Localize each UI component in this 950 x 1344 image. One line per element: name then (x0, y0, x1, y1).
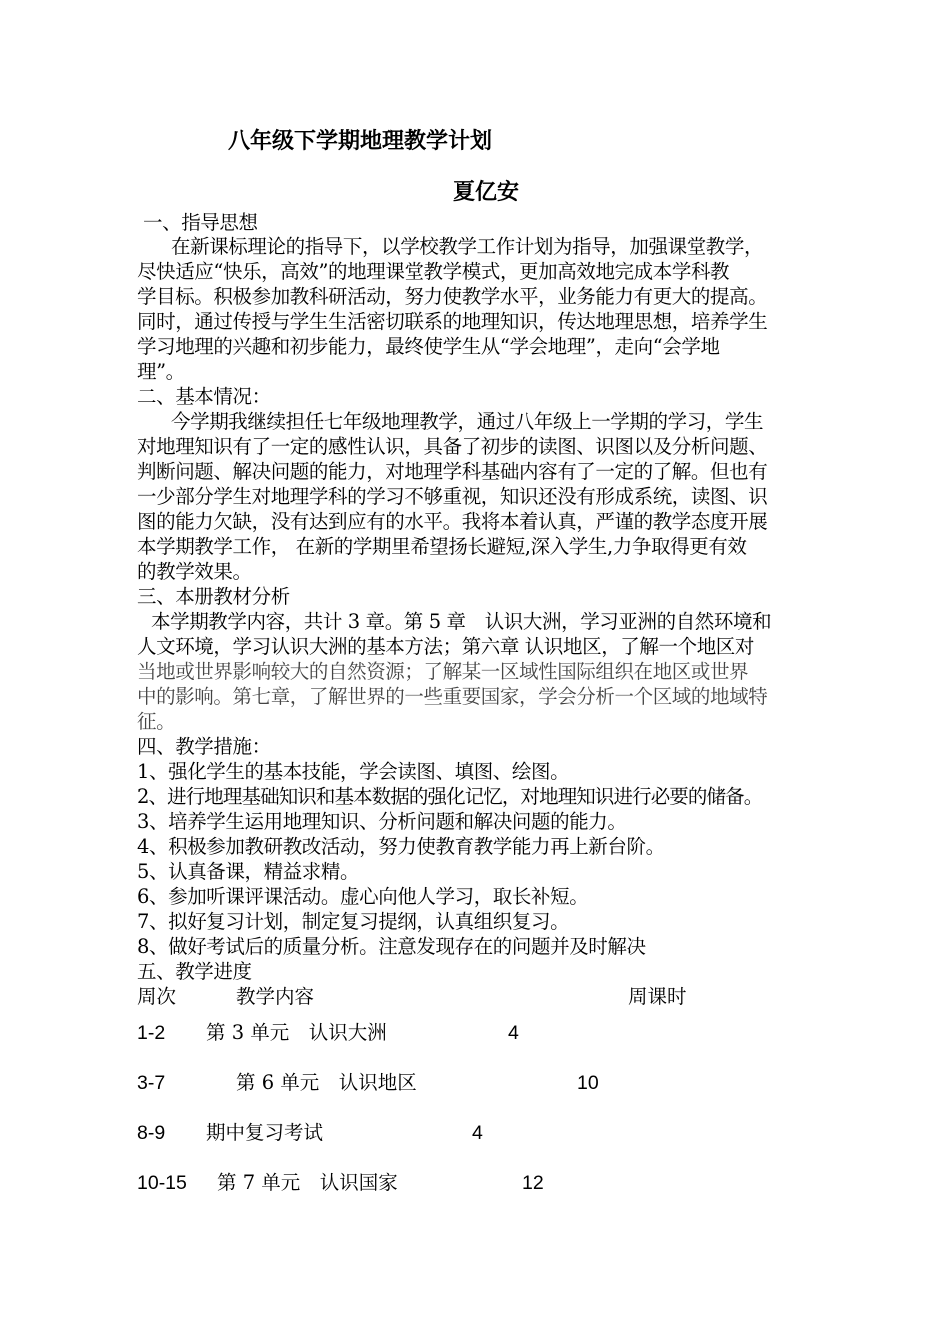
measure-item: 1、强化学生的基本技能，学会读图、填图、绘图。 (137, 760, 570, 783)
section5-heading: 五、教学进度 (137, 960, 252, 983)
schedule-hours: 4 (472, 1122, 483, 1144)
section2-text: 对地理知识有了一定的感性认识，具备了初步的读图、识图以及分析问题、 (137, 435, 768, 458)
section1-text: 理”。 (137, 360, 185, 383)
section3-text: 人文环境，学习认识大洲的基本方法；第六章 认识地区，了解一个地区对 (137, 635, 754, 658)
section2-text: 本学期教学工作， 在新的学期里希望扬长避短,深入学生,力争取得更有效 (137, 535, 747, 558)
measure-item: 3、培养学生运用地理知识、分析问题和解决问题的能力。 (137, 810, 627, 833)
section2-text: 判断问题、解决问题的能力，对地理学科基础内容有了一定的了解。但也有 (137, 460, 768, 483)
section2-heading: 二、基本情况： (137, 385, 271, 408)
section3-text: 当地或世界影响较大的自然资源；了解某一区域性国际组织在地区或世界 (137, 660, 749, 683)
section2-text: 的教学效果。 (137, 560, 252, 583)
section2-text: 一少部分学生对地理学科的学习不够重视，知识还没有形成系统，读图、识 (137, 485, 768, 508)
column-header-hours: 周课时 (628, 985, 687, 1008)
schedule-week: 3-7 (137, 1072, 166, 1094)
section4-heading: 四、教学措施： (137, 735, 271, 758)
section1-text: 在新课标理论的指导下，以学校教学工作计划为指导，加强课堂教学， (171, 235, 764, 258)
schedule-content: 第 7 单元 认识国家 (217, 1171, 398, 1194)
section1-text: 同时，通过传授与学生生活密切联系的地理知识，传达地理思想，培养学生 (137, 310, 768, 333)
measure-item: 6、参加听课评课活动。虚心向他人学习，取长补短。 (137, 885, 589, 908)
schedule-hours: 10 (577, 1072, 599, 1094)
section1-heading: 一、指导思想 (143, 211, 258, 234)
schedule-week: 10-15 (137, 1172, 187, 1194)
section3-text: 征。 (137, 710, 176, 733)
schedule-content: 期中复习考试 (206, 1121, 324, 1144)
section1-text: 学习地理的兴趣和初步能力，最终使学生从“学会地理”，走向“会学地 (137, 335, 720, 358)
schedule-content: 第 6 单元 认识地区 (236, 1071, 417, 1094)
section2-text: 今学期我继续担任七年级地理教学，通过八年级上一学期的学习，学生 (171, 410, 764, 433)
measure-item: 4、积极参加教研教改活动，努力使教育教学能力再上新台阶。 (137, 835, 665, 858)
schedule-content: 第 3 单元 认识大洲 (206, 1021, 387, 1044)
section2-text: 图的能力欠缺，没有达到应有的水平。我将本着认真，严谨的教学态度开展 (137, 510, 768, 533)
section3-text: 本学期教学内容，共计 3 章。第 5 章 认识大洲，学习亚洲的自然环境和 (151, 610, 772, 633)
measure-item: 2、进行地理基础知识和基本数据的强化记忆，对地理知识进行必要的储备。 (137, 785, 763, 808)
measure-item: 5、认真备课，精益求精。 (137, 860, 360, 883)
measure-item: 7、拟好复习计划，制定复习提纲，认真组织复习。 (137, 910, 570, 933)
column-header-week: 周次 (137, 985, 177, 1008)
schedule-hours: 4 (508, 1022, 519, 1044)
document-title: 八年级下学期地理教学计划 (228, 128, 493, 154)
author-name: 夏亿安 (453, 179, 520, 205)
section3-heading: 三、本册教材分析 (137, 585, 290, 608)
column-header-content: 教学内容 (236, 985, 315, 1008)
schedule-week: 1-2 (137, 1022, 166, 1044)
section1-text: 尽快适应“快乐，高效”的地理课堂教学模式，更加高效地完成本学科教 (137, 260, 730, 283)
schedule-hours: 12 (522, 1172, 544, 1194)
measure-item: 8、做好考试后的质量分析。注意发现存在的问题并及时解决 (137, 935, 646, 958)
section3-text: 中的影响。第七章，了解世界的一些重要国家，学会分析一个区域的地域特 (137, 685, 768, 708)
schedule-week: 8-9 (137, 1122, 166, 1144)
section1-text: 学目标。积极参加教科研活动，努力使教学水平，业务能力有更大的提高。 (137, 285, 768, 308)
